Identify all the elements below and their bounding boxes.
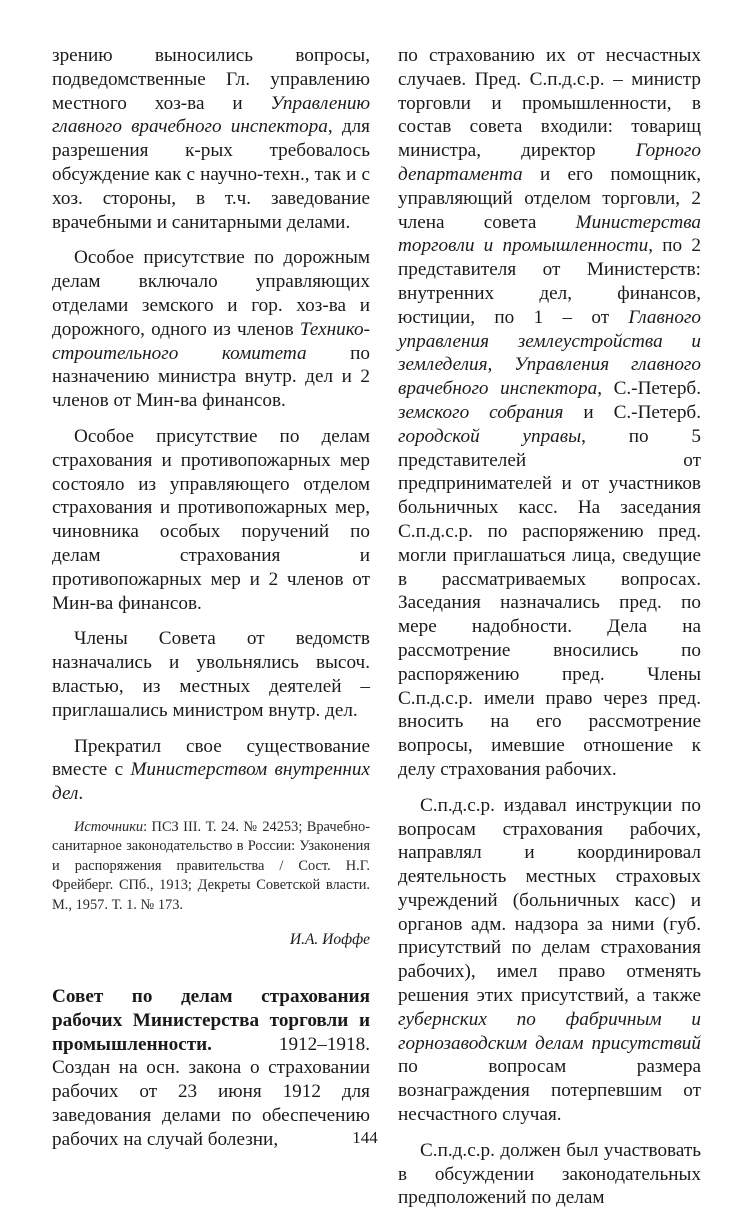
paragraph: Особое присутствие по дорожным делам включало управляющих отделами земского и гор. хоз-ва и дорожного, одного из членов Технико-строительного комитета по назначению министра внутр. дел и 2 членов от Мин-ва финансов.: [52, 247, 370, 412]
paragraph: зрению выносились вопросы, подведомственные Гл. управлению местного хоз-ва и Управлению главного врачебного инспектора, для разрешения к-рых требовалось обсуждение как с научно-техн., так и с хоз. стороны, в т.ч. заведование врачебными и санитарными делами.: [52, 45, 370, 233]
right-column: [398, 44, 701, 1222]
paragraph: С.п.д.с.р. должен был участвовать в обсуждении законодательных предположений по делам: [398, 1139, 701, 1209]
author-signature: И.А. Иоффе: [289, 930, 370, 948]
article-entry: Совет по делам страхования рабочих Министерства торговли и промышленности. 1912–1918. Создан на осн. закона о страховании рабочих от 23 июня 1912 для заведования делами по обеспечению рабочих на случай болезни,: [52, 985, 370, 1150]
paragraph: Прекратил свое существование вместе с Министерством внутренних дел.: [52, 735, 370, 805]
sources-note: Источники: ПСЗ III. Т. 24. № 24253; Врачебно-санитарное законодательство в России: Узаконения и распоряжения правительства / Сост. Н.Г. Фрейберг. СПб., 1913; Декреты Советской власти. М., 1957. Т. 1. № 173.: [52, 818, 370, 913]
article-title: Совет по делам страхования рабочих Министерства торговли и промышленности.: [52, 985, 370, 1055]
paragraph: Особое присутствие по делам страхования и противопожарных мер состояло из управляющего отделом страхования и противопожарных мер, чиновника особых поручений по делам страхования и противопожарных мер и 2 членов от Мин-ва финансов.: [52, 425, 370, 614]
paragraph: Члены Совета от ведомств назначались и увольнялись высоч. властью, из местных деятелей – приглашались министром внутр. дел.: [52, 628, 370, 721]
paragraph: С.п.д.с.р. издавал инструкции по вопросам страхования рабочих, направлял и координировал деятельность местных страховых учреждений (больничных касс) и органов адм. надзора за ними (губ. присутствий по делам страхования рабочих), имел право отменять решения этих присутствий, а также губернских по фабричным и горнозаводским делам присутствий по вопросам размера вознаграждения потерпевшим от несчастного случая.: [398, 794, 701, 1126]
left-column: [52, 44, 370, 1152]
page-number: 144: [352, 1128, 378, 1147]
paragraph: по страхованию их от несчастных случаев. Пред. С.п.д.с.р. – министр торговли и промышленности, в состав совета входили: товарищ министра, директор Горного департамента и его помощник, управляющий отделом торговли, 2 члена совета Министерства торговли и промышленности, по 2 представителя от Министерств: внутренних дел, финансов, юстиции, по 1 – от Главного управления землеустройства и земледелия, Управления главного врачебного инспектора, С.-Петерб. земского собрания и С.-Петерб. городской управы, по 5 представителей от предпринимателей и от участников больничных касс. На заседания С.п.д.с.р. по распоряжению пред. могли приглашаться лица, сведущие в рассматриваемых вопросах. Заседания назначались пред. по мере надобности. Дела на рассмотрение вносились по распоряжению пред. Члены С.п.д.с.р. имели право через пред. вносить на его рассмотрение вопросы, имевшие отношение к делу страхования рабочих.: [398, 45, 701, 780]
